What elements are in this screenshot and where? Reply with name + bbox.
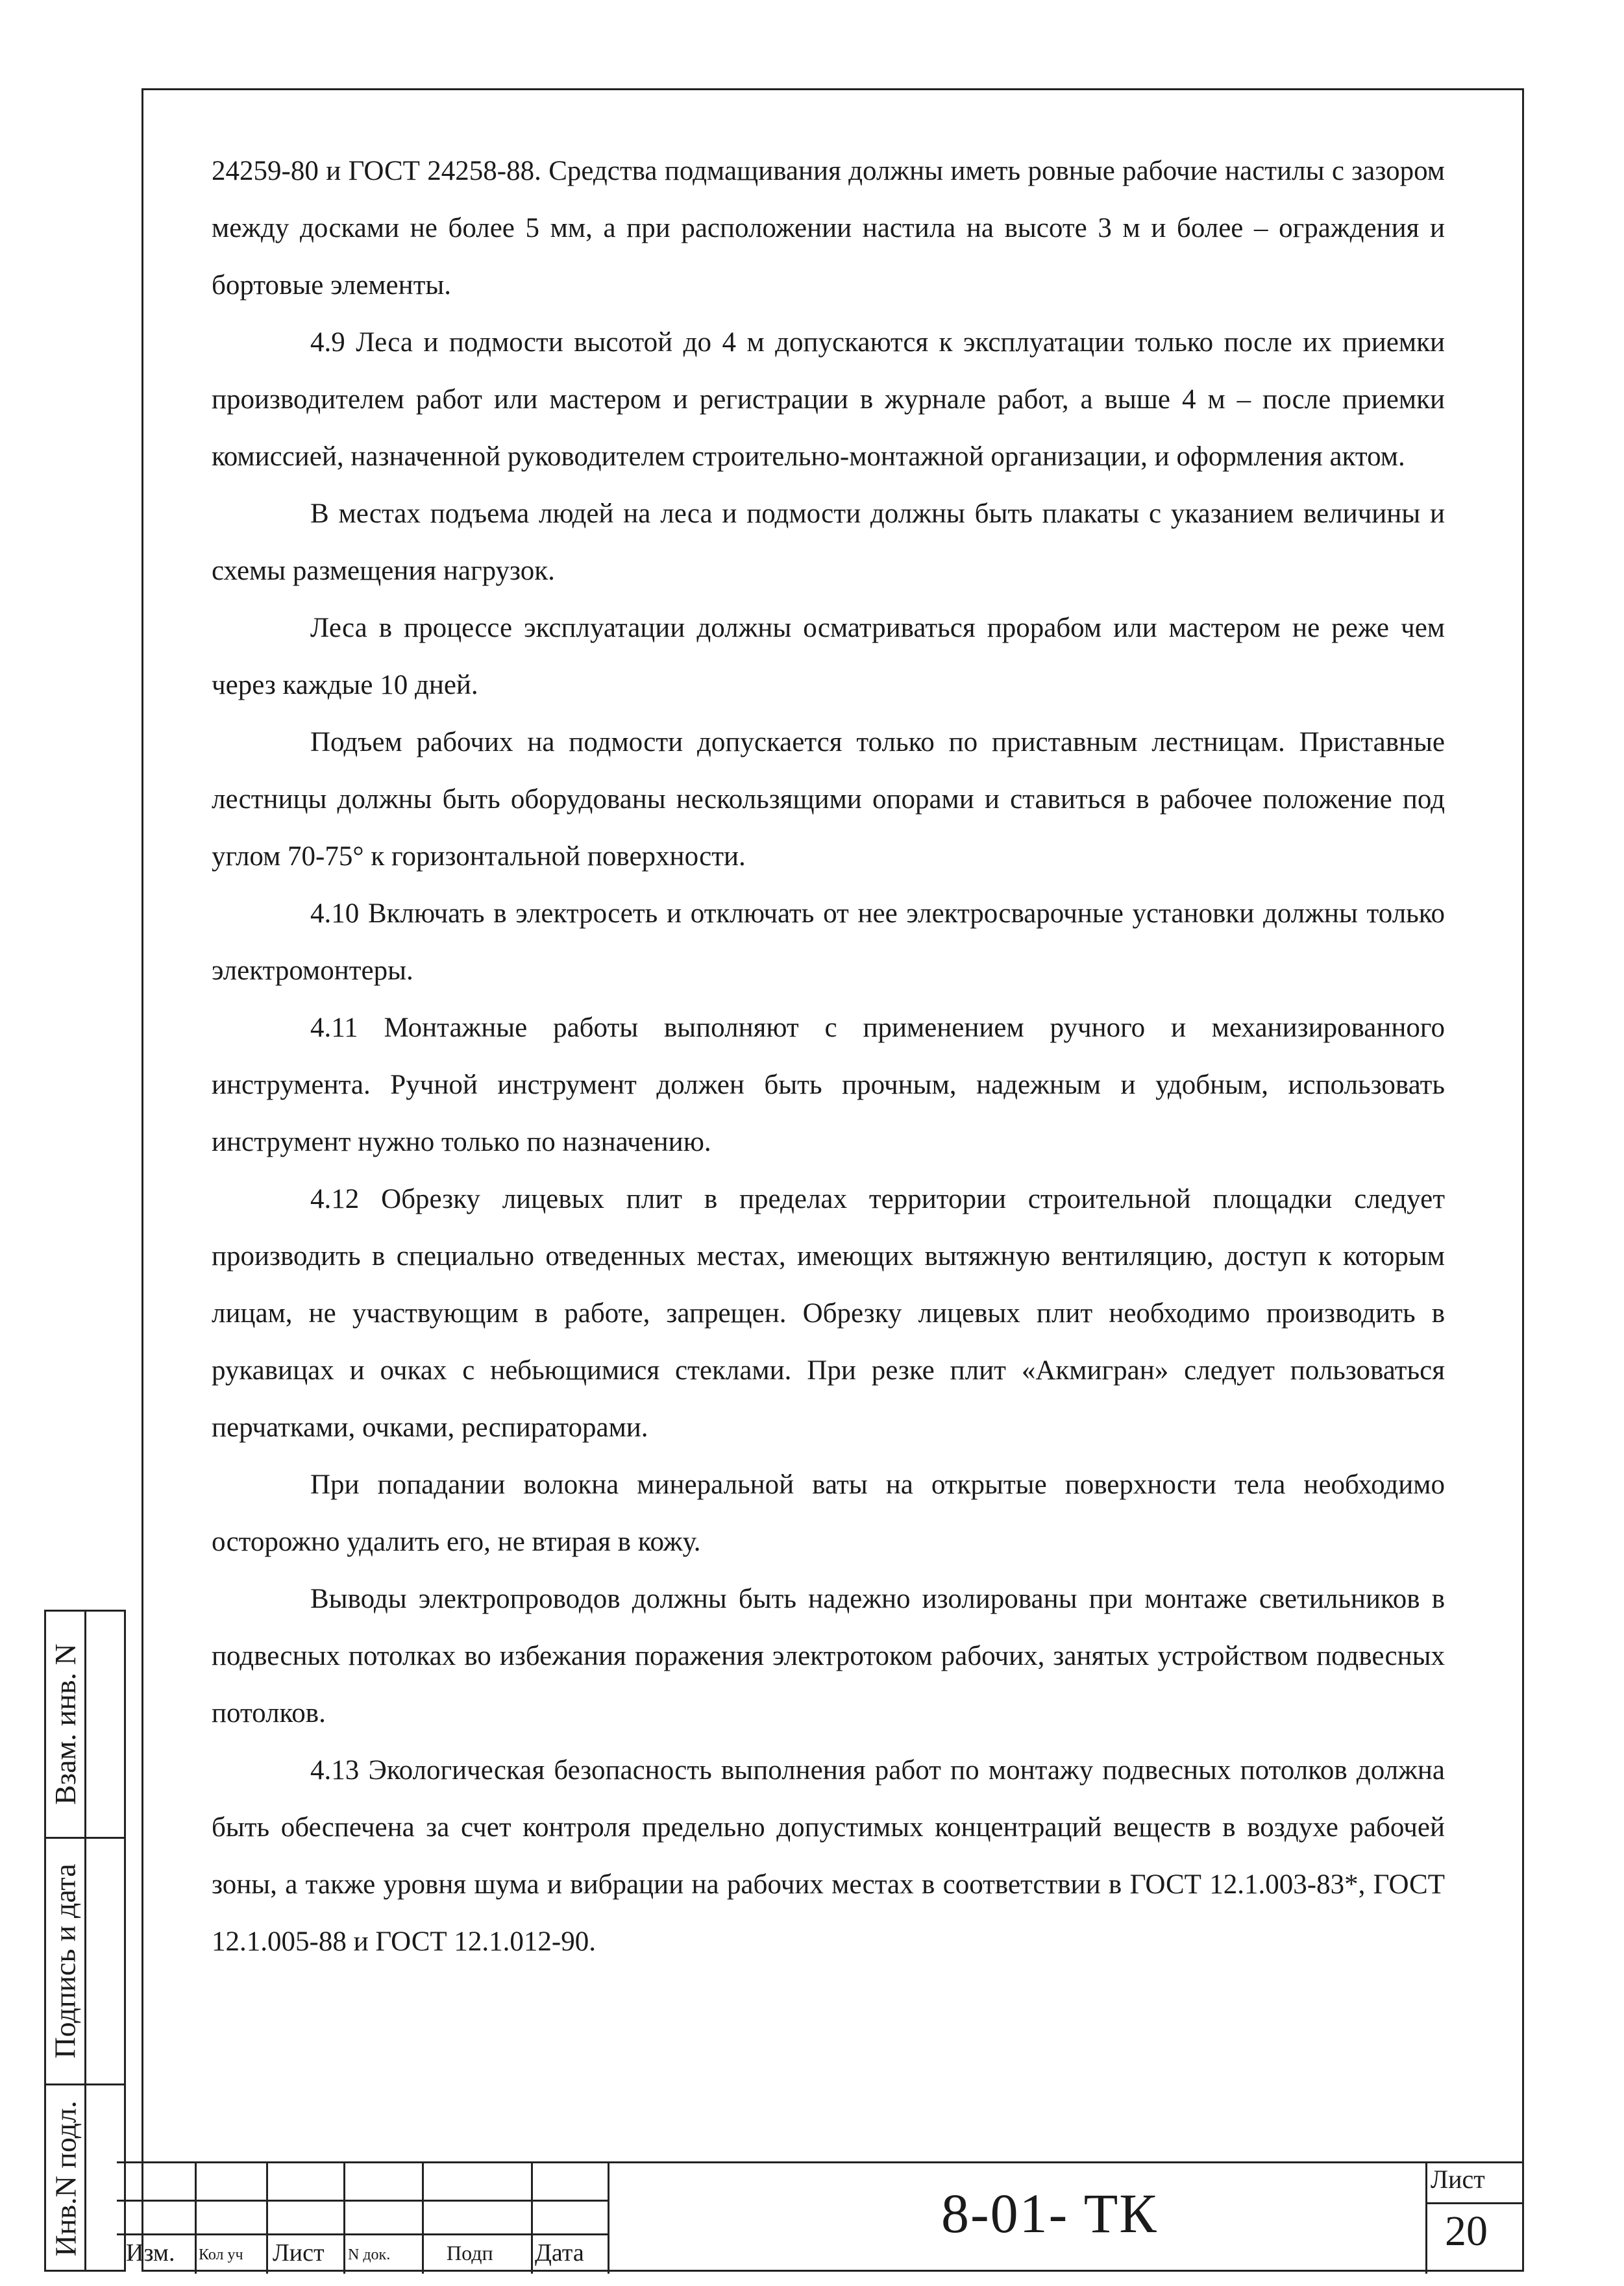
tb-line [195,2163,197,2274]
tb-line [1425,2163,1427,2274]
side-stamp-labels [46,1612,86,2270]
tb-line [117,2233,608,2235]
vzam-inv-value [86,1612,124,1839]
podpis-data-label: Подпись и дата [49,1863,82,2059]
paragraph: 24259-80 и ГОСТ 24258-88. Средства подмащивания должны иметь ровные рабочие настилы с зазором между досками не более 5 мм, а при расположении настила на высоте 3 м и более – ограждения и бортовые элементы. [212,156,1445,301]
inv-podl-label: Инв.N подл. [49,2100,82,2257]
podp-label: Подп [447,2241,493,2265]
document-code: 8-01- ТК [941,2182,1158,2244]
tb-line [1425,2202,1524,2204]
tb-line [117,2200,608,2202]
paragraph: При попадании волокна минеральной ваты на открытые поверхности тела необходимо осторожно удалить его, не втирая в кожу. [212,1469,1445,1557]
vzam-inv-cell [46,1612,84,1839]
vzam-inv-label: Взам. инв. N [49,1643,82,1805]
tb-line [343,2163,345,2274]
paragraph: Подъем рабочих на подмости допускается только по приставным лестницам. Приставные лестницы должны быть оборудованы нескользящими опорами и ставиться в рабочее положение под углом 70-75° к горизонтальной поверхности. [212,727,1445,872]
podpis-data-cell [46,1839,84,2085]
paragraph: Выводы электропроводов должны быть надежно изолированы при монтаже светильников в подвесных потолках во избежания поражения электротоком рабочих, занятых устройством подвесных потолков. [212,1584,1445,1728]
paragraph: 4.12 Обрезку лицевых плит в пределах территории строительной площадки следует производить в специально отведенных местах, имеющих вытяжную вентиляцию, доступ к которым лицам, не участвующим в работе, запрещен. Обрезку лицевых плит необходимо производить в рукавицах и очках с небьющимися стеклами. При резке плит «Акмигран» следует пользоваться перчатками, очками, респираторами. [212,1184,1445,1443]
podpis-data-value [86,1839,124,2085]
data-label: Дата [535,2239,584,2267]
sheet-label: Лист [1431,2165,1485,2194]
sheet-number: 20 [1445,2207,1488,2255]
paragraph: 4.11 Монтажные работы выполняют с применением ручного и механизированного инструмента. Ручной инструмент должен быть прочным, надежным и удобным, использовать инструмент нужно только по назначению. [212,1013,1445,1157]
title-block [117,2161,1524,2272]
izm-label: Изм. [126,2239,175,2267]
paragraph: В местах подъема людей на леса и подмости должны быть плакаты с указанием величины и схемы размещения нагрузок. [212,498,1445,586]
list-label: Лист [273,2239,325,2267]
paragraph: Леса в процессе эксплуатации должны осматриваться прорабом или мастером не реже чем через каждые 10 дней. [212,613,1445,700]
body-text [212,143,1445,1971]
n-dok-label: N док. [348,2246,391,2263]
tb-line [422,2163,424,2274]
tb-line [266,2163,268,2274]
paragraph: 4.13 Экологическая безопасность выполнения работ по монтажу подвесных потолков должна быть обеспечена за счет контроля предельно допустимых концентраций веществ в воздухе рабочей зоны, а также уровня шума и вибрации на рабочих местах в соответствии в ГОСТ 12.1.003-83*, ГОСТ 12.1.005-88 и ГОСТ 12.1.012-90. [212,1755,1445,1957]
kol-uch-label: Кол уч [199,2246,243,2263]
side-stamp [44,1610,126,2272]
inv-podl-cell [46,2085,84,2272]
paragraph: 4.10 Включать в электросеть и отключать от нее электросварочные установки должны только электромонтеры. [212,898,1445,986]
tb-line [608,2163,609,2274]
tb-line [531,2163,533,2274]
paragraph: 4.9 Леса и подмости высотой до 4 м допускаются к эксплуатации только после их приемки производителем работ или мастером и регистрации в журнале работ, а выше 4 м – после приемки комиссией, назначенной руководителем строительно-монтажной организации, и оформления актом. [212,327,1445,472]
